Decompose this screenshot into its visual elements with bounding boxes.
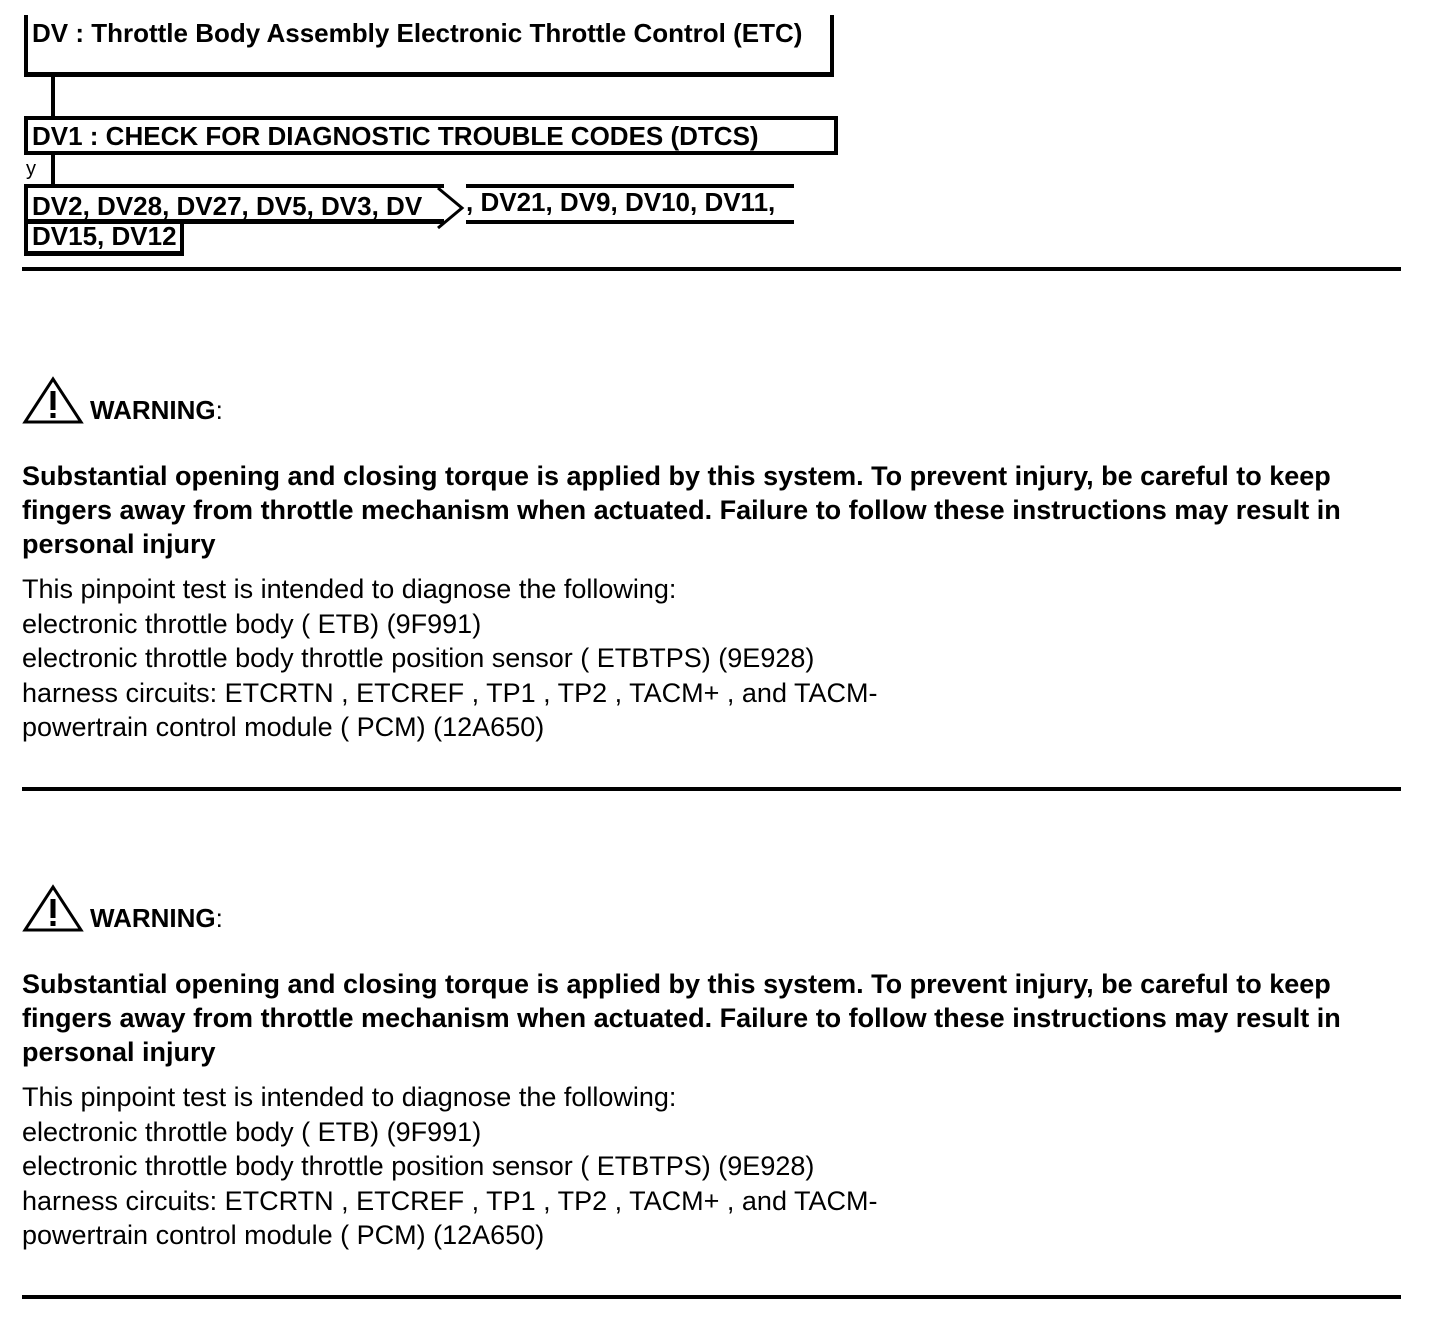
list-item: electronic throttle body ( ETB) (9F991) bbox=[22, 1116, 482, 1147]
warning-label: WARNING bbox=[90, 903, 216, 933]
warning-text: Substantial opening and closing torque is applied by this system. To prevent injury, be careful to keep fingers away from throttle mechanism when actuated. Failure to follow these instructions may result in personal injury bbox=[22, 969, 1341, 1067]
section-divider bbox=[22, 787, 1401, 791]
pinpoint-test-description bbox=[22, 1080, 1222, 1253]
list-item: powertrain control module ( PCM) (12A650) bbox=[22, 1220, 545, 1250]
pinpoint-intro: This pinpoint test is intended to diagnose the following: bbox=[22, 1082, 677, 1112]
flowchart-next-steps-box-2[interactable] bbox=[24, 220, 184, 256]
flowchart-title-box[interactable] bbox=[24, 15, 834, 77]
warning-heading bbox=[22, 878, 223, 934]
warning-text: Substantial opening and closing torque is applied by this system. To prevent injury, be careful to keep fingers away from throttle mechanism when actuated. Failure to follow these instructions may result in personal injury bbox=[22, 461, 1341, 559]
list-item: harness circuits: ETCRTN , ETCREF , TP1 , TP2 , TACM+ , and TACM- bbox=[22, 1185, 878, 1216]
warning-triangle-icon bbox=[22, 376, 84, 426]
flowchart-connector-yes bbox=[51, 155, 55, 185]
flowchart-connector bbox=[51, 77, 55, 117]
flowchart-next-steps-underline bbox=[466, 220, 794, 224]
flowchart-yes-label: y bbox=[26, 158, 36, 180]
flowchart-title: DV : Throttle Body Assembly Electronic Throttle Control (ETC) bbox=[32, 18, 803, 48]
pinpoint-test-description bbox=[22, 572, 1222, 745]
list-item: electronic throttle body ( ETB) (9F991) bbox=[22, 608, 482, 639]
flowchart-next-steps-part3: DV15, DV12 bbox=[32, 221, 177, 251]
flowchart-next-steps-part2[interactable]: , DV21, DV9, DV10, DV11, bbox=[466, 187, 776, 217]
flowchart-next-steps-box[interactable] bbox=[24, 184, 444, 224]
warning-colon: : bbox=[215, 903, 223, 933]
warning-label: WARNING bbox=[90, 395, 216, 425]
warning-colon: : bbox=[215, 395, 223, 425]
pinpoint-intro: This pinpoint test is intended to diagnose the following: bbox=[22, 574, 677, 604]
section-divider bbox=[22, 1295, 1401, 1299]
list-item: electronic throttle body throttle position sensor ( ETBTPS) (9E928) bbox=[22, 643, 815, 673]
flowchart-step-dv1-label: DV1 : CHECK FOR DIAGNOSTIC TROUBLE CODES (DTCS) bbox=[32, 121, 759, 151]
flowchart-next-steps-part1: DV2, DV28, DV27, DV5, DV3, DV bbox=[32, 191, 423, 221]
section-divider bbox=[22, 267, 1401, 271]
warning-heading bbox=[22, 370, 223, 426]
warning-label-wrap bbox=[90, 902, 223, 934]
warning-label-wrap bbox=[90, 394, 223, 426]
list-item: electronic throttle body throttle position sensor ( ETBTPS) (9E928) bbox=[22, 1151, 815, 1181]
list-item: harness circuits: ETCRTN , ETCREF , TP1 , TP2 , TACM+ , and TACM- bbox=[22, 677, 878, 708]
warning-triangle-icon bbox=[22, 884, 84, 934]
list-item: powertrain control module ( PCM) (12A650) bbox=[22, 712, 545, 742]
flowchart-step-dv1[interactable] bbox=[24, 116, 838, 155]
